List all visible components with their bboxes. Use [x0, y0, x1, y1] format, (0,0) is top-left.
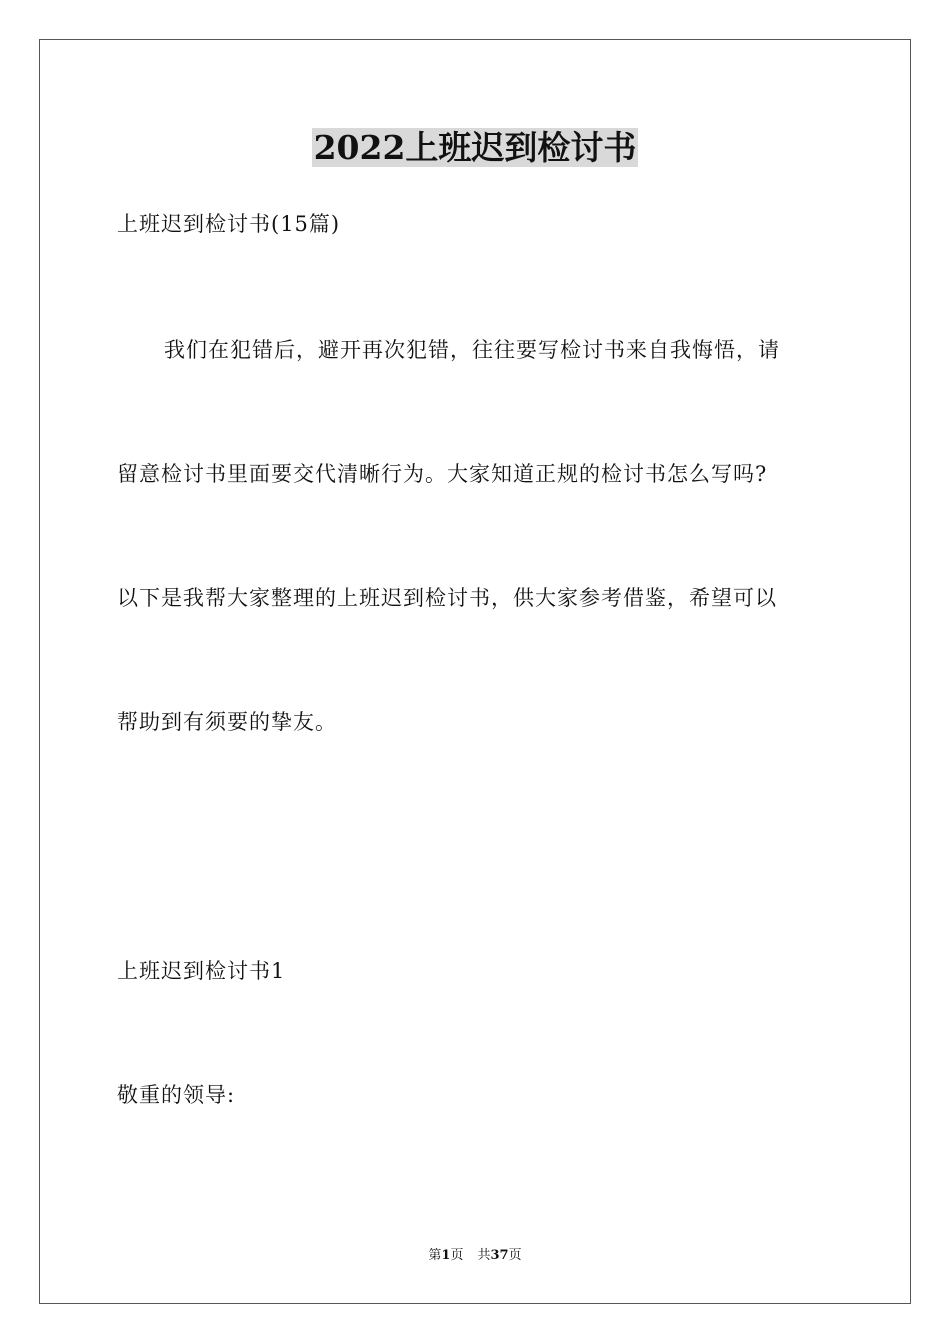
footer-total-prefix: 共	[477, 1248, 491, 1263]
intro-line-4: 帮助到有须要的挚友。	[117, 710, 337, 734]
footer-page-suffix: 页	[450, 1248, 464, 1263]
document-title	[0, 124, 950, 172]
footer-total-pages: 37	[490, 1248, 509, 1263]
intro-line-3: 以下是我帮大家整理的上班迟到检讨书，供大家参考借鉴，希望可以	[117, 586, 777, 610]
section-heading: 上班迟到检讨书1	[117, 959, 286, 983]
footer-page-number: 1	[441, 1248, 451, 1263]
footer-page-prefix: 第	[428, 1248, 442, 1263]
document-subtitle: 上班迟到检讨书(15篇)	[117, 212, 341, 236]
salutation: 敬重的领导:	[117, 1083, 236, 1107]
page-footer	[0, 1247, 950, 1265]
intro-line-2: 留意检讨书里面要交代清晰行为。大家知道正规的检讨书怎么写吗?	[117, 462, 768, 486]
footer-total-suffix: 页	[508, 1248, 522, 1263]
document-title-text: 2022上班迟到检讨书	[313, 128, 637, 167]
intro-line-1: 我们在犯错后，避开再次犯错，往往要写检讨书来自我悔悟，请	[164, 338, 780, 362]
